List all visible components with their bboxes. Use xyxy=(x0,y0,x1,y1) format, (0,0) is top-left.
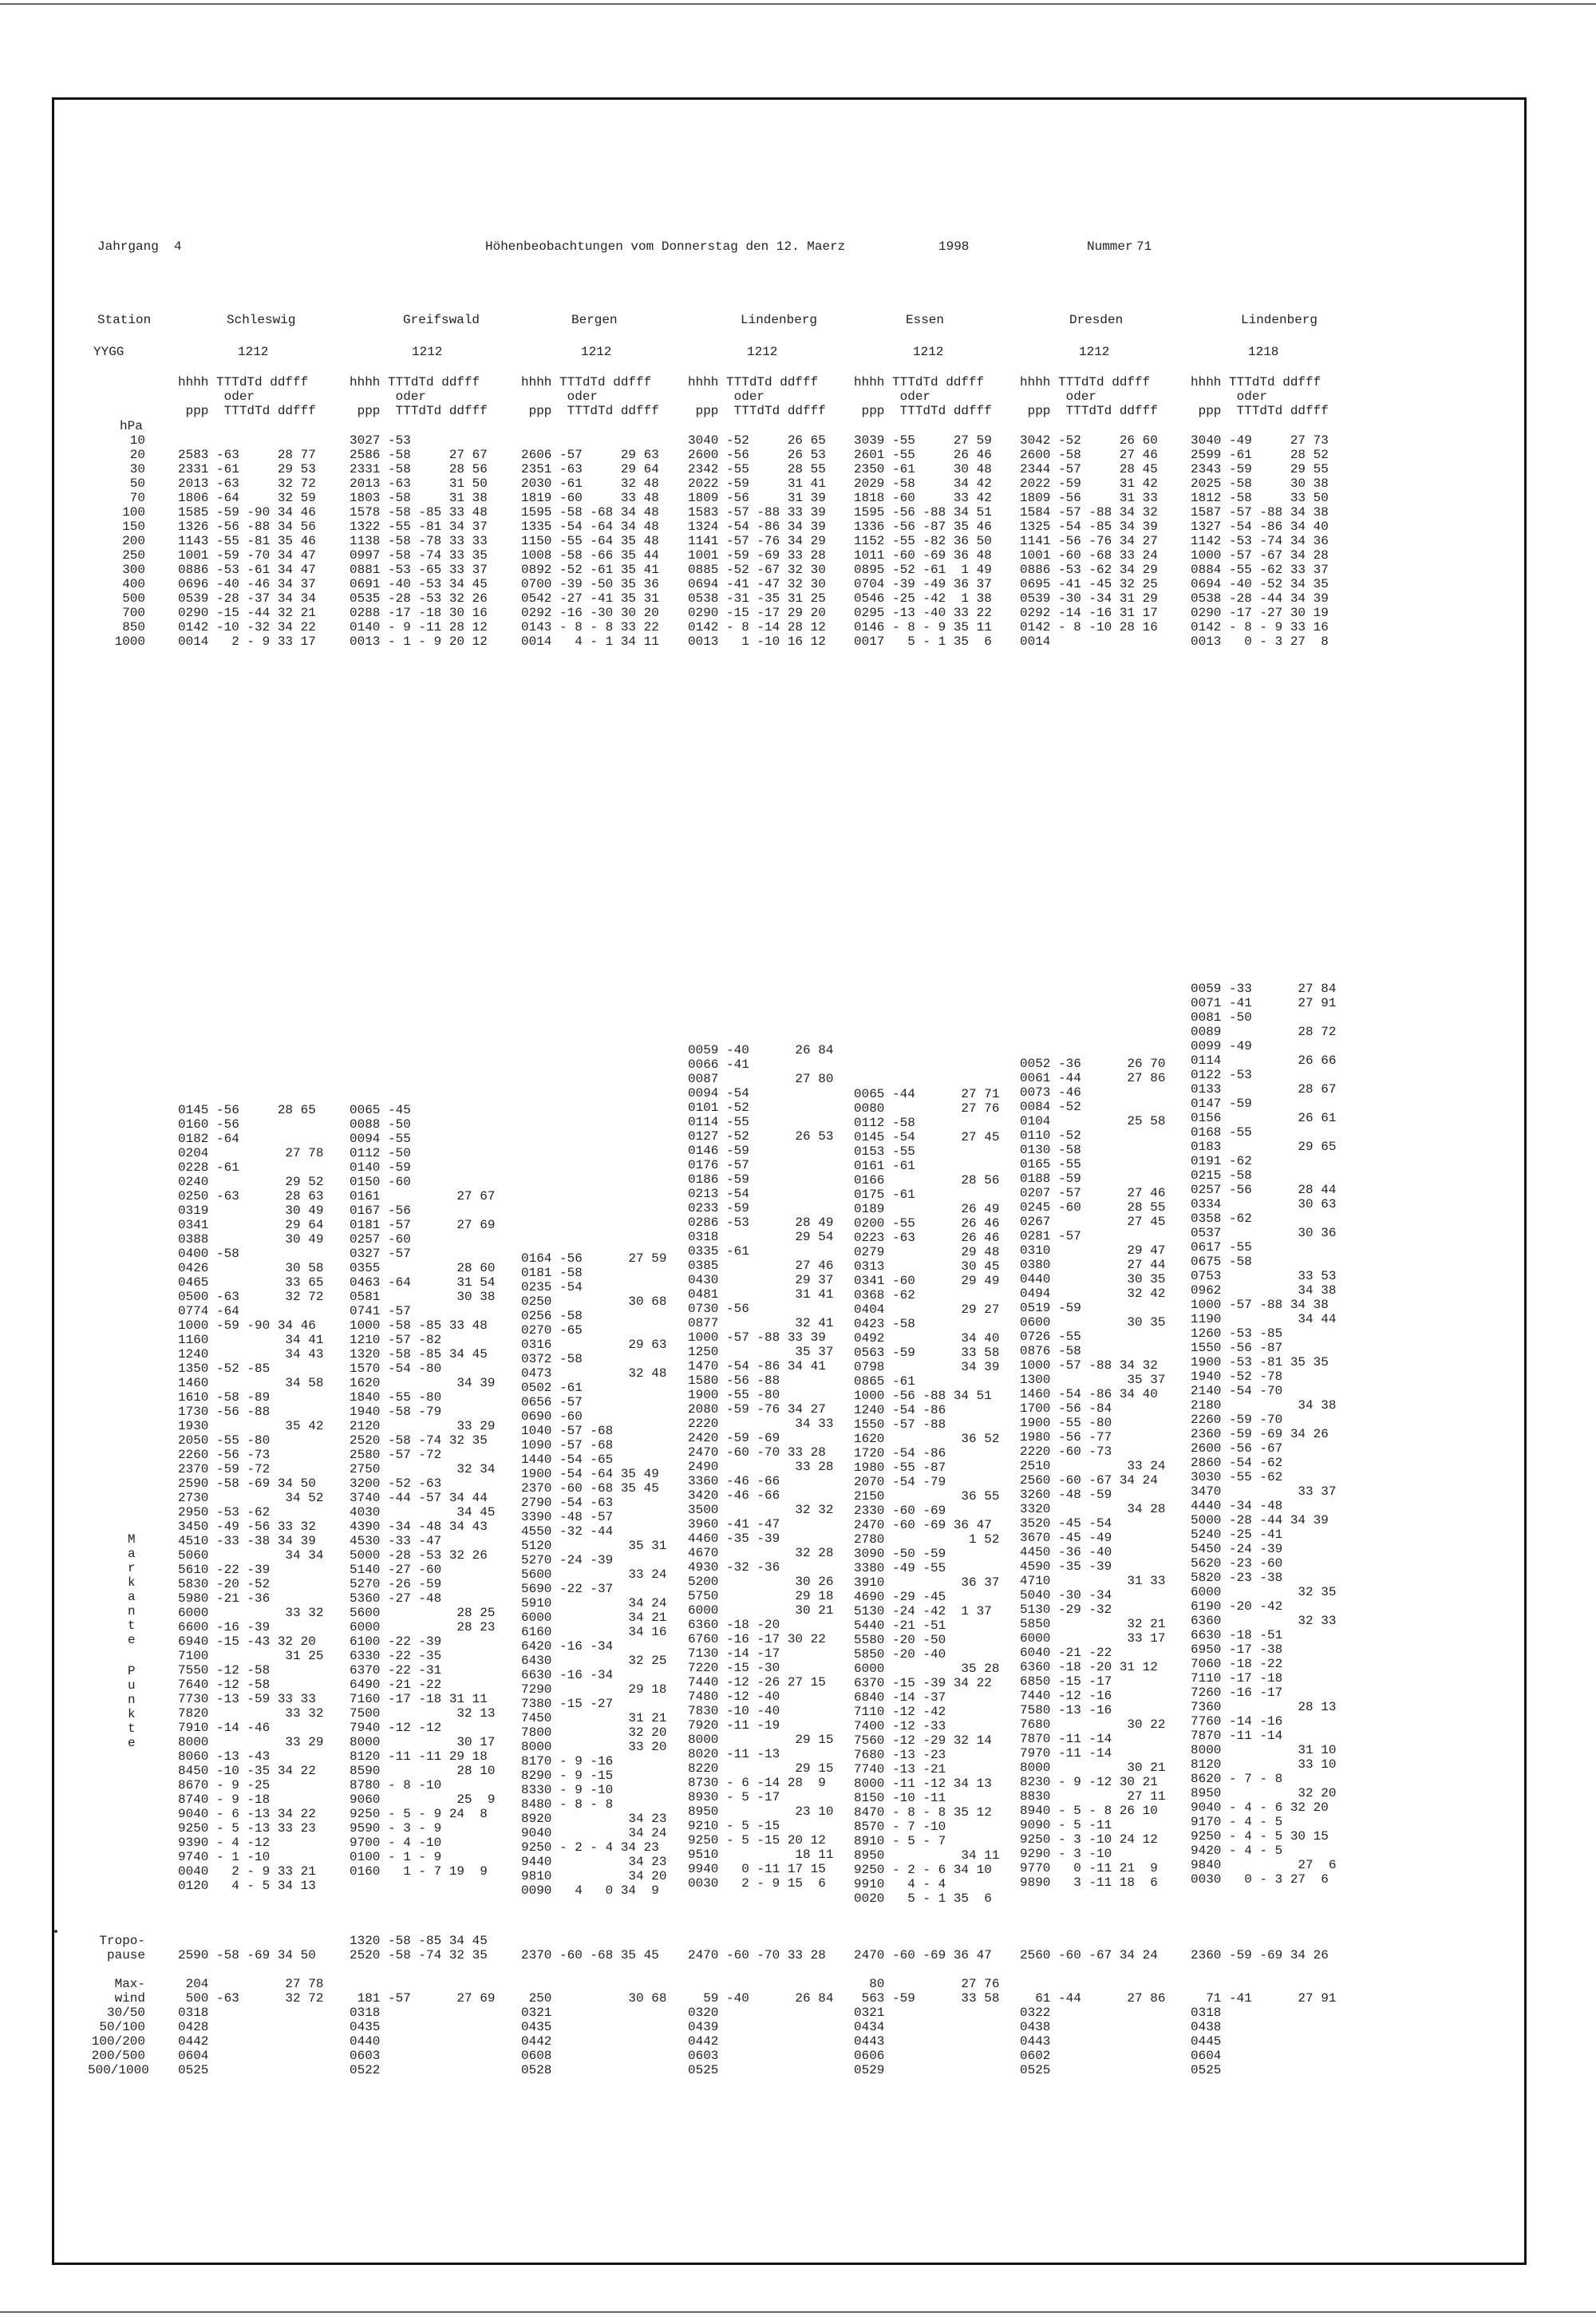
footer-values-block: 2470 -60 -70 33 28 59 -40 26 84 0320 0439 0442 0603 0525 xyxy=(688,1948,834,2077)
jahrgang-label: Jahrgang xyxy=(97,239,159,254)
standard-levels-block: 3039 -55 27 59 2601 -55 26 46 2350 -61 30 48 2029 -58 34 42 1818 -60 33 42 1595 -56 -88 34 51 1336 -56 -87 35 46 1152 -55 -82 36 50 1011 -60 -69 36 48 0895 -52 -61 1 49 0704 -39 -49 36 37 0546 -25 -42 1 38 0295 -13 -40 33 22 0146 - 8 - 9 35 11 0017 5 - 1 35 6 xyxy=(854,433,992,649)
markante-label: M a r k a n t e xyxy=(128,1532,136,1647)
station-name: Essen xyxy=(906,313,945,327)
station-name: Bergen xyxy=(571,313,618,327)
station-time: 1212 xyxy=(238,345,269,359)
standard-levels-block: 3042 -52 26 60 2600 -58 27 46 2344 -57 28 45 2022 -59 31 42 1809 -56 31 33 1584 -57 -88 34 32 1325 -54 -85 34 39 1141 -56 -76 34 27 1001 -60 -68 33 24 0886 -53 -62 34 29 0695 -41 -45 32 25 0539 -30 -34 31 29 0292 -14 -16 31 17 0142 - 8 -10 28 16 0014 xyxy=(1020,433,1158,649)
nummer-value: 71 xyxy=(1136,239,1152,254)
punkte-label: P u n k t e xyxy=(128,1664,136,1750)
significant-points-block: 0065 -45 0088 -50 0094 -55 0112 -50 0140 -59 0150 -60 0161 27 67 0167 -56 0181 -57 27 69 0257 -60 0327 -57 0355 28 60 0463 -64 31 54 0581 30 38 0741 -57 1000 -58 -85 33 48 1210 -57 -82 1320 -58 -85 34 45 1570 -54 -80 1620 34 39 1840 -55 -80 1940 -58 -79 2120 33 29 2520 -58 -74 32 35 2580 -57 -72 2750 32 34 3200 -52 -63 3740 -44 -57 34 44 4030 34 45 4390 -34 -48 34 43 4530 -33 -47 5000 -28 -53 32 26 5140 -27 -60 5270 -26 -59 5360 -27 -48 5600 28 25 6000 28 23 6100 -22 -39 6330 -22 -35 6370 -22 -31 6490 -21 -22 7160 -17 -18 31 11 7500 32 13 7940 -12 -12 8000 30 17 8120 -11 -11 29 18 8590 28 10 8780 - 8 -10 9060 25 9 9250 - 5 - 9 24 8 9590 - 3 - 9 9700 - 4 -10 0100 - 1 - 9 0160 1 - 7 19 9 xyxy=(350,1103,496,1879)
footer-values-block: 2370 -60 -68 35 45 250 30 68 0321 0435 0442 0608 0528 xyxy=(521,1948,667,2077)
jahrgang-value: 4 xyxy=(174,239,182,254)
footer-values-block: 2470 -60 -69 36 47 80 27 76 563 -59 33 58 0321 0434 0443 0606 0529 xyxy=(854,1948,1000,2077)
station-time: 1212 xyxy=(1079,345,1110,359)
station-name: Schleswig xyxy=(227,313,296,327)
significant-points-block: 0059 -40 26 84 0066 -41 0087 27 80 0094 -54 0101 -52 0114 -55 0127 -52 26 53 0146 -59 0176 -57 0186 -59 0213 -54 0233 -59 0286 -53 28 49 0318 29 54 0335 -61 0385 27 46 0430 29 37 0481 31 41 0730 -56 0877 32 41 1000 -57 -88 33 39 1250 35 37 1470 -54 -86 34 41 1580 -56 -88 1900 -55 -80 2080 -59 -76 34 27 2220 34 33 2420 -59 -69 2470 -60 -70 33 28 2490 33 28 3360 -46 -66 3420 -46 -66 3500 32 32 3960 -41 -47 4460 -35 -39 4670 32 28 4930 -32 -36 5200 30 26 5750 29 18 6000 30 21 6360 -18 -20 6760 -16 -17 30 22 7130 -14 -17 7220 -15 -30 7440 -12 -26 27 15 7480 -12 -40 7830 -10 -40 7920 -11 -19 8000 29 15 8020 -11 -13 8220 29 15 8730 - 6 -14 28 9 8930 - 5 -17 8950 23 10 9210 - 5 -15 9250 - 5 -15 20 12 9510 18 11 9940 0 -11 17 15 0030 2 - 9 15 6 xyxy=(688,1043,834,1891)
header-year: 1998 xyxy=(938,239,970,254)
nummer-label: Nummer xyxy=(1087,239,1133,254)
standard-levels-block: 2606 -57 29 63 2351 -63 29 64 2030 -61 32 48 1819 -60 33 48 1595 -58 -68 34 48 1335 -54 -64 34 48 1150 -55 -64 35 48 1008 -58 -66 35 44 0892 -52 -61 35 41 0700 -39 -50 35 36 0542 -27 -41 35 31 0292 -16 -30 30 20 0143 - 8 - 8 33 22 0014 4 - 1 34 11 xyxy=(521,448,659,649)
footer-labels: Tropo- pause Max- wind 30/50 50/100 100/200 200/500 500/1000 xyxy=(88,1934,149,2077)
standard-levels-block: 2583 -63 28 77 2331 -61 29 53 2013 -63 32 72 1806 -64 32 59 1585 -59 -90 34 46 1326 -56 -88 34 56 1143 -55 -81 35 46 1001 -59 -70 34 47 0886 -53 -61 34 47 0696 -40 -46 34 37 0539 -28 -37 34 34 0290 -15 -44 32 21 0142 -10 -32 34 22 0014 2 - 9 33 17 xyxy=(178,448,316,649)
station-name: Lindenberg xyxy=(1241,313,1318,327)
station-time: 1212 xyxy=(913,345,944,359)
column-header: hhhh TTTdTd ddfff oder ppp TTTdTd ddfff xyxy=(1020,375,1158,418)
scan-line-bottom xyxy=(0,2311,1596,2313)
column-header: hhhh TTTdTd ddfff oder ppp TTTdTd ddfff xyxy=(688,375,826,418)
column-header: hhhh TTTdTd ddfff oder ppp TTTdTd ddfff xyxy=(350,375,488,418)
station-name: Greifswald xyxy=(403,313,480,327)
station-time: 1212 xyxy=(747,345,778,359)
footer-values-block: 2560 -60 -67 34 24 61 -44 27 86 0322 0438 0443 0602 0525 xyxy=(1020,1948,1166,2077)
significant-points-block: 0059 -33 27 84 0071 -41 27 91 0081 -50 0089 28 72 0099 -49 0114 26 66 0122 -53 0133 28 67 0147 -59 0156 26 61 0168 -55 0183 29 65 0191 -62 0215 -58 0257 -56 28 44 0334 30 63 0358 -62 0537 30 36 0617 -55 0675 -58 0753 33 53 0962 34 38 1000 -57 -88 34 38 1190 34 44 1260 -53 -85 1550 -56 -87 1900 -53 -81 35 35 1940 -52 -78 2140 -54 -70 2180 34 38 2260 -59 -70 2360 -59 -69 34 26 2600 -56 -67 2860 -54 -62 3030 -55 -62 3470 33 37 4440 -34 -48 5000 -28 -44 34 39 5240 -25 -41 5450 -24 -39 5620 -23 -60 5820 -23 -38 6000 32 35 6190 -20 -42 6360 32 33 6630 -18 -51 6950 -17 -38 7060 -18 -22 7110 -17 -18 7260 -16 -17 7360 28 13 7760 -14 -16 7870 -11 -14 8000 31 10 8120 33 10 8620 - 7 - 8 8950 32 20 9040 - 4 - 6 32 20 9170 - 4 - 5 9250 - 4 - 5 30 15 9420 - 4 - 5 9840 27 6 0030 0 - 3 27 6 xyxy=(1191,982,1337,1887)
page-title: Höhenbeobachtungen vom Donnerstag den 12. Maerz xyxy=(485,239,846,254)
station-name: Lindenberg xyxy=(741,313,818,327)
scan-speck xyxy=(54,1930,57,1933)
pressure-levels: 10 20 30 50 70 100 150 200 250 300 400 500 700 850 1000 xyxy=(114,433,145,649)
significant-points-block: 0052 -36 26 70 0061 -44 27 86 0073 -46 0084 -52 0104 25 58 0110 -52 0130 -58 0165 -55 0188 -59 0207 -57 27 46 0245 -60 28 55 0267 27 45 0281 -57 0310 29 47 0380 27 44 0440 30 35 0494 32 42 0519 -59 0600 30 35 0726 -55 0876 -58 1000 -57 -88 34 32 1300 35 37 1460 -54 -86 34 40 1700 -56 -84 1900 -55 -80 1980 -56 -77 2220 -60 -73 2510 33 24 2560 -60 -67 34 24 3260 -48 -59 3320 34 28 3520 -45 -54 3670 -45 -49 4450 -36 -40 4590 -35 -39 4710 31 33 5040 -30 -34 5130 -29 -32 5850 32 21 6000 33 17 6040 -21 -22 6360 -18 -20 31 12 6850 -15 -17 7440 -12 -16 7580 -13 -16 7680 30 22 7870 -11 -14 7970 -11 -14 8000 30 21 8230 - 9 -12 30 21 8830 27 11 8940 - 5 - 8 26 10 9090 - 5 -11 9250 - 3 -10 24 12 9290 - 3 -10 9770 0 -11 21 9 9890 3 -11 18 6 xyxy=(1020,1057,1166,1890)
standard-levels-block: 3040 -49 27 73 2599 -61 28 52 2343 -59 29 55 2025 -58 30 38 1812 -58 33 50 1587 -57 -88 34 38 1327 -54 -86 34 40 1142 -53 -74 34 36 1000 -57 -67 34 28 0884 -55 -62 33 37 0694 -40 -52 34 35 0538 -28 -44 34 39 0290 -17 -27 30 19 0142 - 8 - 9 33 16 0013 0 - 3 27 8 xyxy=(1191,433,1329,649)
column-header: hhhh TTTdTd ddfff oder ppp TTTdTd ddfff xyxy=(1191,375,1329,418)
standard-levels-block: 3027 -53 2586 -58 27 67 2331 -58 28 56 2013 -63 31 50 1803 -58 31 38 1578 -58 -85 33 48 1322 -55 -81 34 37 1138 -58 -78 33 33 0997 -58 -74 33 35 0881 -53 -65 33 37 0691 -40 -53 34 45 0535 -28 -53 32 26 0288 -17 -18 30 16 0140 - 9 -11 28 12 0013 - 1 - 9 20 12 xyxy=(350,433,488,649)
yygg-label: YYGG xyxy=(93,345,124,359)
column-header: hhhh TTTdTd ddfff oder ppp TTTdTd ddfff xyxy=(854,375,992,418)
standard-levels-block: 3040 -52 26 65 2600 -56 26 53 2342 -55 28 55 2022 -59 31 41 1809 -56 31 39 1583 -57 -88 33 39 1324 -54 -86 34 39 1141 -57 -76 34 29 1001 -59 -69 33 28 0885 -52 -67 32 30 0694 -41 -47 32 30 0538 -31 -35 31 25 0290 -15 -17 29 20 0142 - 8 -14 28 12 0013 1 -10 16 12 xyxy=(688,433,826,649)
footer-values-block: 2360 -59 -69 34 26 71 -41 27 91 0318 0438 0445 0604 0525 xyxy=(1191,1948,1337,2077)
station-time: 1218 xyxy=(1248,345,1279,359)
footer-values-block: 1320 -58 -85 34 45 2520 -58 -74 32 35 181 -57 27 69 0318 0435 0440 0603 0522 xyxy=(350,1934,496,2077)
significant-points-block: 0164 -56 27 59 0181 -58 0235 -54 0250 30 68 0256 -58 0270 -65 0316 29 63 0372 -58 0473 32 48 0502 -61 0656 -57 0690 -60 1040 -57 -68 1090 -57 -68 1440 -54 -65 1900 -54 -64 35 49 2370 -60 -68 35 45 2790 -54 -63 3390 -48 -57 4550 -32 -44 5120 35 31 5270 -24 -39 5600 33 24 5690 -22 -37 5910 34 24 6000 34 21 6160 34 16 6420 -16 -34 6430 32 25 6630 -16 -34 7290 29 18 7380 -15 -27 7450 31 21 7800 32 20 8000 33 20 8170 - 9 -16 8290 - 9 -15 8330 - 9 -10 8480 - 8 - 8 8920 34 23 9040 34 24 9250 - 2 - 4 34 23 9440 34 23 9810 34 20 0090 4 0 34 9 xyxy=(521,1251,667,1898)
scan-line-top xyxy=(0,3,1596,5)
column-header: hhhh TTTdTd ddfff oder ppp TTTdTd ddfff xyxy=(521,375,659,418)
significant-points-block: 0145 -56 28 65 0160 -56 0182 -64 0204 27 78 0228 -61 0240 29 52 0250 -63 28 63 0319 30 49 0341 29 64 0388 30 49 0400 -58 0426 30 58 0465 33 65 0500 -63 32 72 0774 -64 1000 -59 -90 34 46 1160 34 41 1240 34 43 1350 -52 -85 1460 34 58 1610 -58 -89 1730 -56 -88 1930 35 42 2050 -55 -80 2260 -56 -73 2370 -59 -72 2590 -58 -69 34 50 2730 34 52 2950 -53 -62 3450 -49 -56 33 32 4510 -33 -38 34 39 5060 34 34 5610 -22 -39 5830 -20 -52 5980 -21 -36 6000 33 32 6600 -16 -39 6940 -15 -43 32 20 7100 31 25 7550 -12 -58 7640 -12 -58 7730 -13 -59 33 33 7820 33 32 7910 -14 -46 8000 33 29 8060 -13 -43 8450 -10 -35 34 22 8670 - 9 -25 8740 - 9 -18 9040 - 6 -13 34 22 9250 - 5 -13 33 23 9390 - 4 -12 9740 - 1 -10 0040 2 - 9 33 21 0120 4 - 5 34 13 xyxy=(178,1103,324,1893)
station-time: 1212 xyxy=(412,345,443,359)
station-label: Station xyxy=(97,313,152,327)
column-header: hhhh TTTdTd ddfff oder ppp TTTdTd ddfff xyxy=(178,375,316,418)
station-name: Dresden xyxy=(1069,313,1124,327)
footer-values-block: 2590 -58 -69 34 50 204 27 78 500 -63 32 72 0318 0428 0442 0604 0525 xyxy=(178,1948,324,2077)
station-time: 1212 xyxy=(581,345,612,359)
significant-points-block: 0065 -44 27 71 0080 27 76 0112 -58 0145 -54 27 45 0153 -55 0161 -61 0166 28 56 0175 -61 0189 26 49 0200 -55 26 46 0223 -63 26 46 0279 29 48 0313 30 45 0341 -60 29 49 0368 -62 0404 29 27 0423 -58 0492 34 40 0563 -59 33 58 0798 34 39 0865 -61 1000 -56 -88 34 51 1240 -54 -86 1550 -57 -88 1620 36 52 1720 -54 -86 1980 -55 -87 2070 -54 -79 2150 36 55 2330 -60 -69 2470 -60 -69 36 47 2780 1 52 3090 -50 -59 3380 -49 -55 3910 36 37 4690 -29 -45 5130 -24 -42 1 37 5440 -21 -51 5580 -20 -50 5850 -20 -40 6000 35 28 6370 -15 -39 34 22 6840 -14 -37 7110 -12 -42 7400 -12 -33 7560 -12 -29 32 14 7680 -13 -23 7740 -13 -21 8000 -11 -12 34 13 8150 -10 -11 8470 - 8 - 8 35 12 8570 - 7 -10 8910 - 5 - 7 8950 34 11 9250 - 2 - 6 34 10 9910 4 - 4 0020 5 - 1 35 6 xyxy=(854,1087,1000,1906)
hpa-label: hPa xyxy=(120,419,143,433)
